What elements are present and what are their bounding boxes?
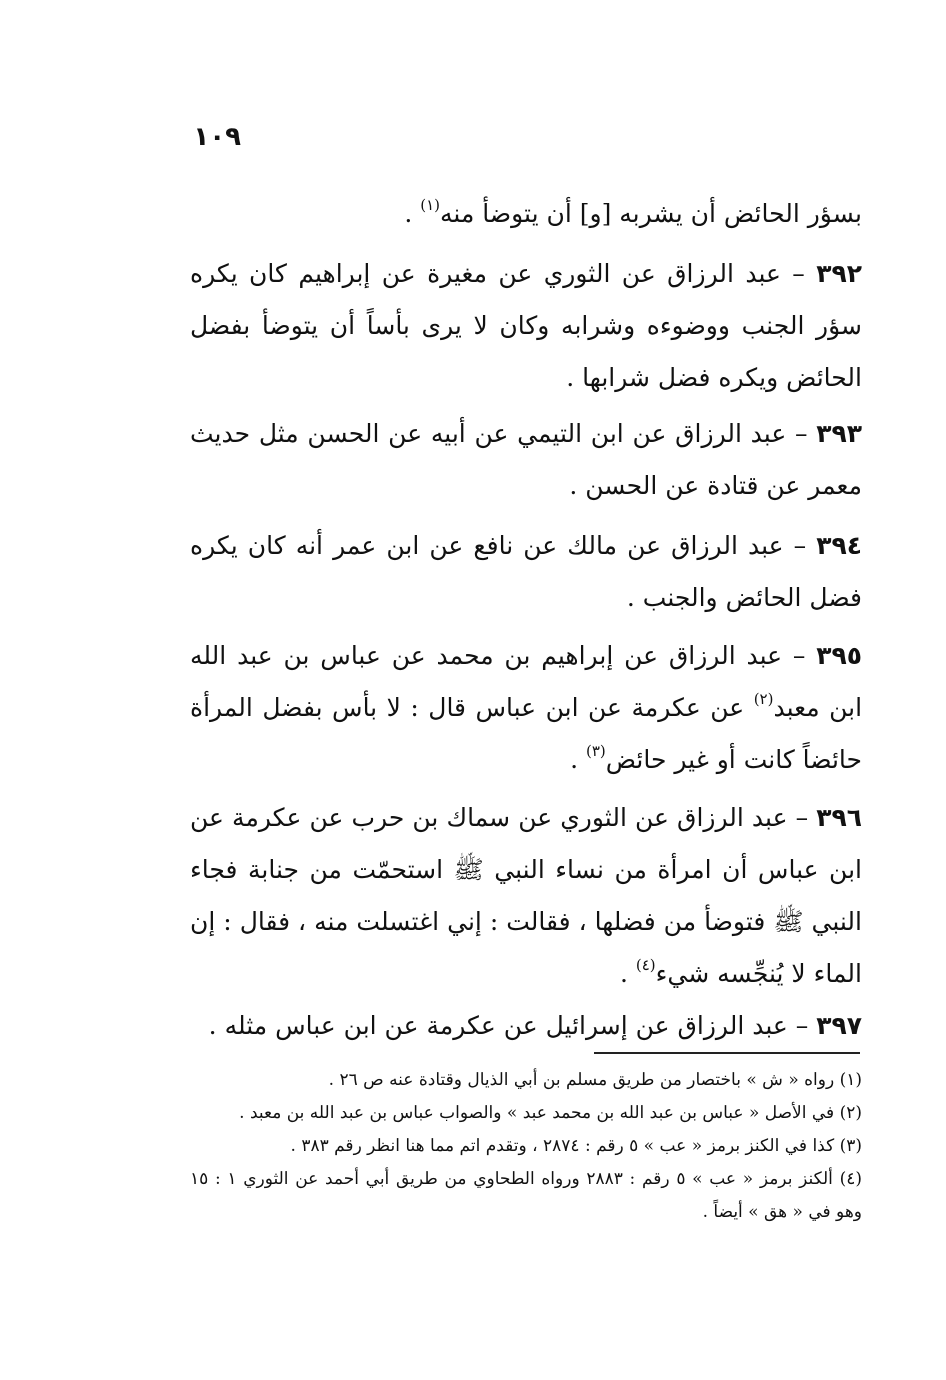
hadith-number: ٣٩٤: [816, 531, 863, 560]
hadith-395: [190, 630, 862, 786]
footnote-ref-1: (١): [420, 196, 440, 214]
hadith-text: – عبد الرزاق عن ابن التيمي عن أبيه عن الحسن مثل حديث معمر عن قتادة عن الحسن .: [190, 419, 862, 500]
footnote-2: (٢) في الأصل « عباس بن عبد الله بن محمد عبد » والصواب عباس بن عبد الله بن معبد .: [239, 1103, 862, 1123]
hadith-text-part1: – عبد الرزاق عن إبراهيم بن محمد عن عباس بن عبد الله ابن معبد: [190, 641, 863, 722]
hadith-number: ٣٩٧: [816, 1011, 862, 1040]
continued-line: [190, 188, 862, 240]
hadith-number: ٣٩٥: [816, 641, 863, 670]
hadith-text-part2: عن عكرمة عن ابن عباس قال : لا بأس بفضل المرأة حائضاً كانت أو غير حائض: [190, 693, 862, 774]
continued-line-text: بسؤر الحائض أن يشربه [و] أن يتوضأ منه: [440, 199, 862, 228]
footnote-3: (٣) كذا في الكنز برمز « عب » ٥ رقم : ٢٨٧٤ ، وتقدم اتم مما هنا انظر رقم ٣٨٣ .: [290, 1136, 862, 1156]
hadith-text-part1: – عبد الرزاق عن الثوري عن سماك بن حرب عن عكرمة عن ابن عباس أن امرأة من نساء النبي ﷺ استحمّت من جنابة فجاء النبي ﷺ فتوضأ من فضلها ، فقالت : إني اغتسلت منه ، فقال : إن الماء لا يُنجِّسه شيء: [190, 803, 862, 988]
footnote-ref-2: (٢): [753, 690, 774, 708]
footnote-ref-3: (٣): [585, 742, 606, 760]
footnotes: [190, 1064, 862, 1229]
hadith-text: – عبد الرزاق عن مالك عن نافع عن ابن عمر أنه كان يكره فضل الحائض والجنب .: [190, 531, 862, 612]
footnote-1: (١) رواه « ش » باختصار من طريق مسلم بن أبي الذيال وقتادة عنه ص ٢٦ .: [328, 1070, 862, 1090]
hadith-397: [190, 1000, 862, 1052]
hadith-number: ٣٩٦: [816, 803, 862, 832]
hadith-number: ٣٩٢: [816, 259, 862, 288]
hadith-393: [190, 408, 862, 512]
hadith-text-end: .: [570, 745, 586, 774]
continued-line-end: .: [404, 199, 421, 228]
hadith-number: ٣٩٣: [816, 419, 862, 448]
hadith-text: – عبد الرزاق عن الثوري عن مغيرة عن إبراهيم كان يكره سؤر الجنب ووضوءه وشرابه وكان لا يرى بأساً أن يتوضأ بفضل الحائض ويكره فضل شرابها .: [190, 259, 862, 392]
footnote-divider: [594, 1052, 860, 1054]
hadith-394: [190, 520, 862, 624]
hadith-text-end: .: [619, 959, 636, 988]
footnote-4: (٤) ألكنز برمز « عب » ٥ رقم : ٢٨٨٣ ورواه الطحاوي من طريق أبي أحمد عن الثوري ١ : ١٥ وهو في « هق » أيضاً .: [190, 1169, 863, 1222]
hadith-396: [190, 792, 862, 1000]
hadith-text: – عبد الرزاق عن إسرائيل عن عكرمة عن ابن عباس مثله .: [208, 1011, 809, 1040]
footnote-ref-4: (٤): [635, 956, 656, 974]
hadith-392: [190, 248, 862, 404]
page-number: ١٠٩: [193, 122, 241, 152]
